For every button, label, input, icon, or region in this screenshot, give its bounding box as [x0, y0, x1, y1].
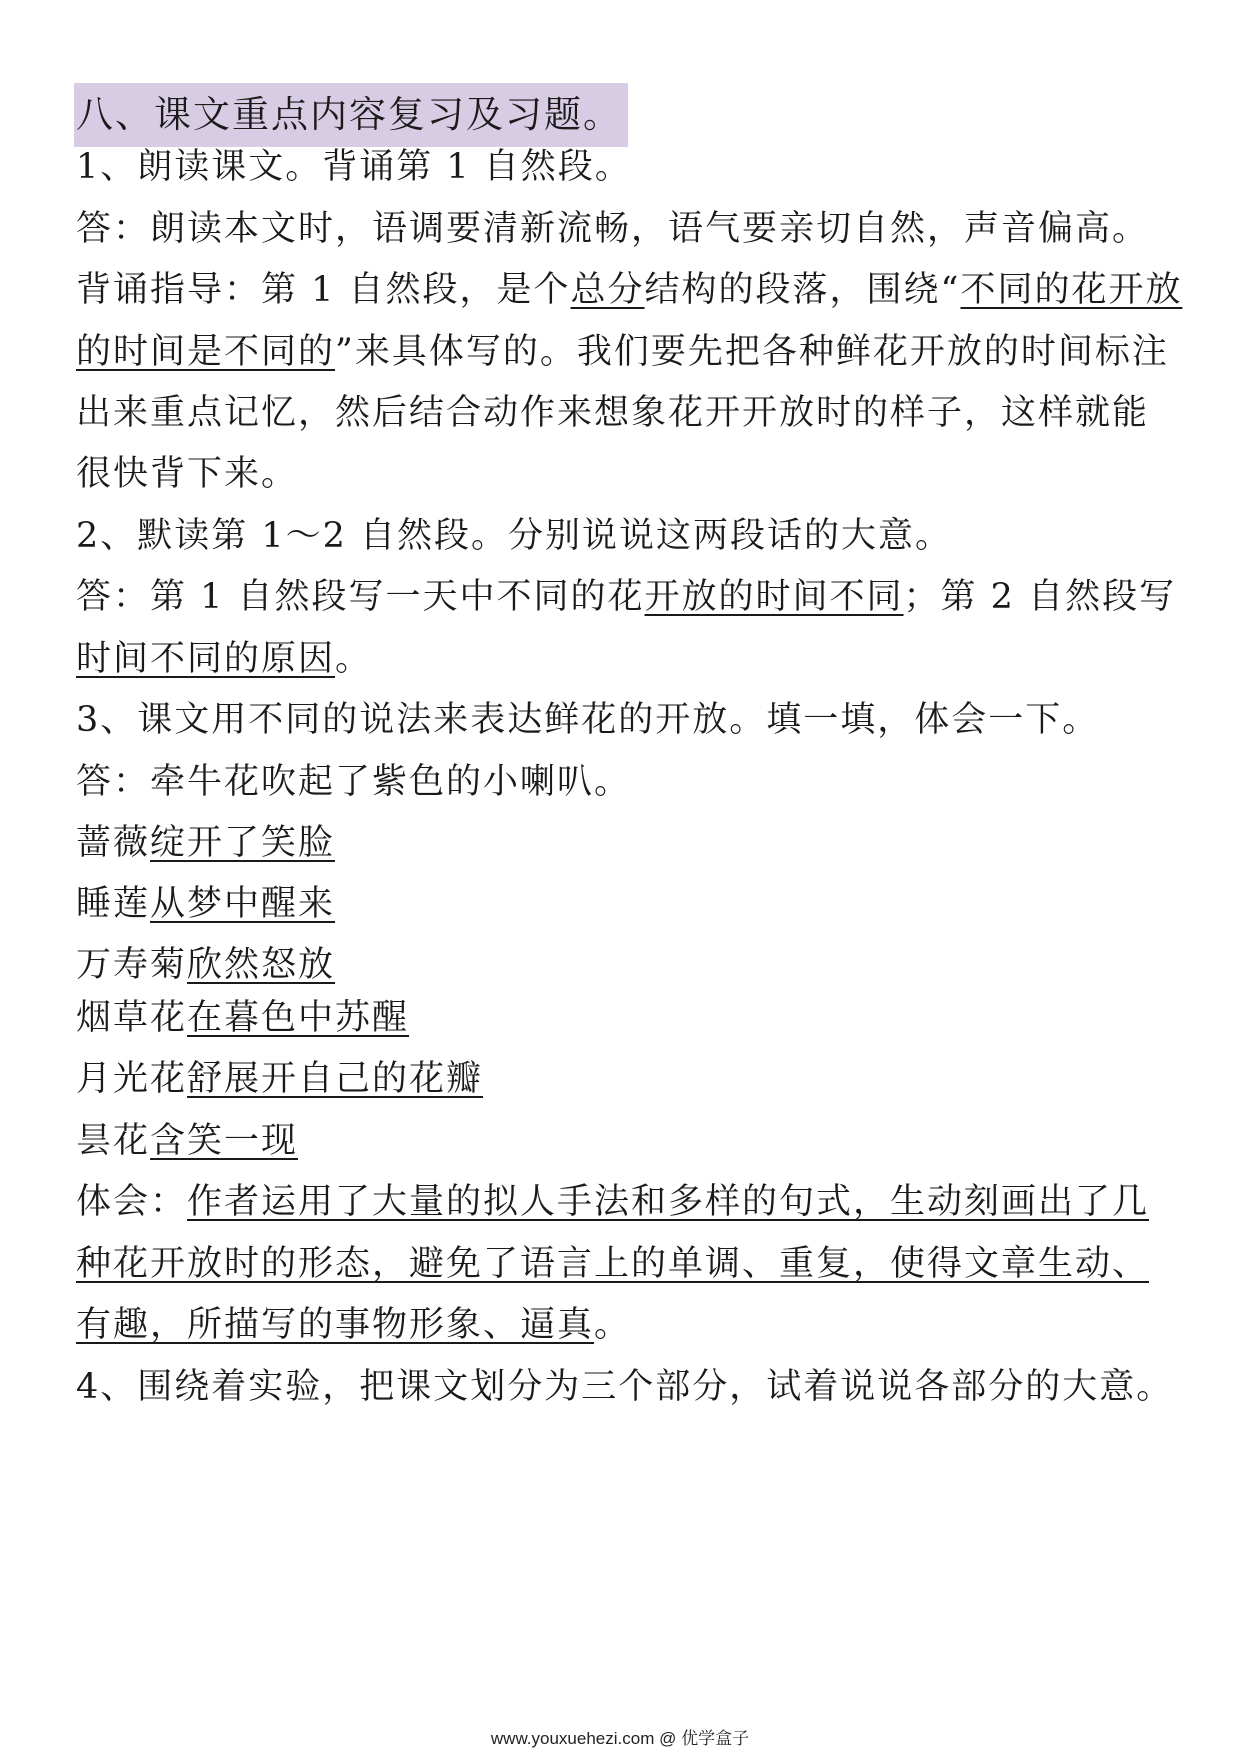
answer-2-line-1	[76, 573, 1176, 621]
flower-fill: 绽开了笑脸	[150, 823, 336, 863]
answer-3: 答：牵牛花吹起了紫色的小喇叭。	[76, 762, 632, 802]
insight-line-2	[76, 1240, 1176, 1288]
flower-item	[76, 1117, 1176, 1165]
insight-label: 体会：	[76, 1182, 188, 1222]
flower-item	[76, 1055, 1176, 1103]
insight-underline: 种花开放时的形态，避免了语言上的单调、重复，使得文章生动、	[76, 1244, 1150, 1284]
section-heading: 八、课文重点内容复习及习题。	[74, 83, 628, 147]
answer-1: 答：朗读本文时，语调要清新流畅，语气要亲切自然，声音偏高。	[76, 209, 1150, 249]
flower-name: 睡莲	[76, 884, 151, 924]
answer-2-line-2	[76, 635, 1176, 683]
flower-fill: 含笑一现	[150, 1121, 299, 1161]
answer-underline: 时间不同的原因	[76, 639, 336, 679]
footer-watermark: www.youxuehezi.com @ 优学盒子	[490, 1729, 750, 1748]
flower-name: 月光花	[76, 1059, 188, 1099]
recite-guide-line-2	[76, 328, 1176, 376]
guide-underline-theme-cont: 的时间是不同的	[76, 332, 336, 372]
flower-item	[76, 994, 1176, 1042]
question-2: 2、默读第 1～2 自然段。分别说说这两段话的大意。	[76, 516, 953, 556]
question-3: 3、课文用不同的说法来表达鲜花的开放。填一填，体会一下。	[76, 700, 1100, 740]
flower-fill: 从梦中醒来	[150, 884, 336, 924]
guide-text: 背诵指导：第 1 自然段，是个	[76, 270, 571, 310]
answer-text: 答：第 1 自然段写一天中不同的花	[76, 577, 645, 617]
recite-guide-line-1	[76, 266, 1183, 314]
flower-item	[76, 941, 1176, 989]
answer-text: ；第 2 自然段写	[903, 577, 1177, 617]
flower-fill: 欣然怒放	[187, 945, 336, 985]
guide-underline-theme: 不同的花开放	[960, 270, 1183, 310]
question-1: 1、朗读课文。背诵第 1 自然段。	[76, 147, 632, 187]
insight-underline: 作者运用了大量的拟人手法和多样的句式，生动刻画出了几	[187, 1182, 1150, 1222]
question-4: 4、围绕着实验，把课文划分为三个部分，试着说说各部分的大意。	[76, 1367, 1174, 1407]
insight-line-3	[76, 1301, 1176, 1349]
flower-name: 烟草花	[76, 998, 188, 1038]
flower-fill: 舒展开自己的花瓣	[187, 1059, 484, 1099]
answer-underline: 开放的时间不同	[644, 577, 904, 617]
flower-fill: 在暮色中苏醒	[187, 998, 410, 1038]
guide-text: 结构的段落，围绕“	[644, 270, 961, 310]
insight-end: 。	[594, 1305, 632, 1345]
insight-line-1	[76, 1178, 1176, 1226]
recite-guide-line-4: 很快背下来。	[76, 454, 299, 494]
flower-item	[76, 819, 1176, 867]
guide-underline-structure: 总分	[570, 270, 645, 310]
guide-text: ”来具体写的。我们要先把各种鲜花开放的时间标注	[335, 332, 1169, 372]
flower-item	[76, 880, 1176, 928]
insight-underline: 有趣，所描写的事物形象、逼真	[76, 1305, 595, 1345]
flower-name: 昙花	[76, 1121, 151, 1161]
flower-name: 蔷薇	[76, 823, 151, 863]
answer-text: 。	[335, 639, 373, 679]
flower-name: 万寿菊	[76, 945, 188, 985]
recite-guide-line-3: 出来重点记忆，然后结合动作来想象花开开放时的样子，这样就能	[76, 393, 1150, 433]
